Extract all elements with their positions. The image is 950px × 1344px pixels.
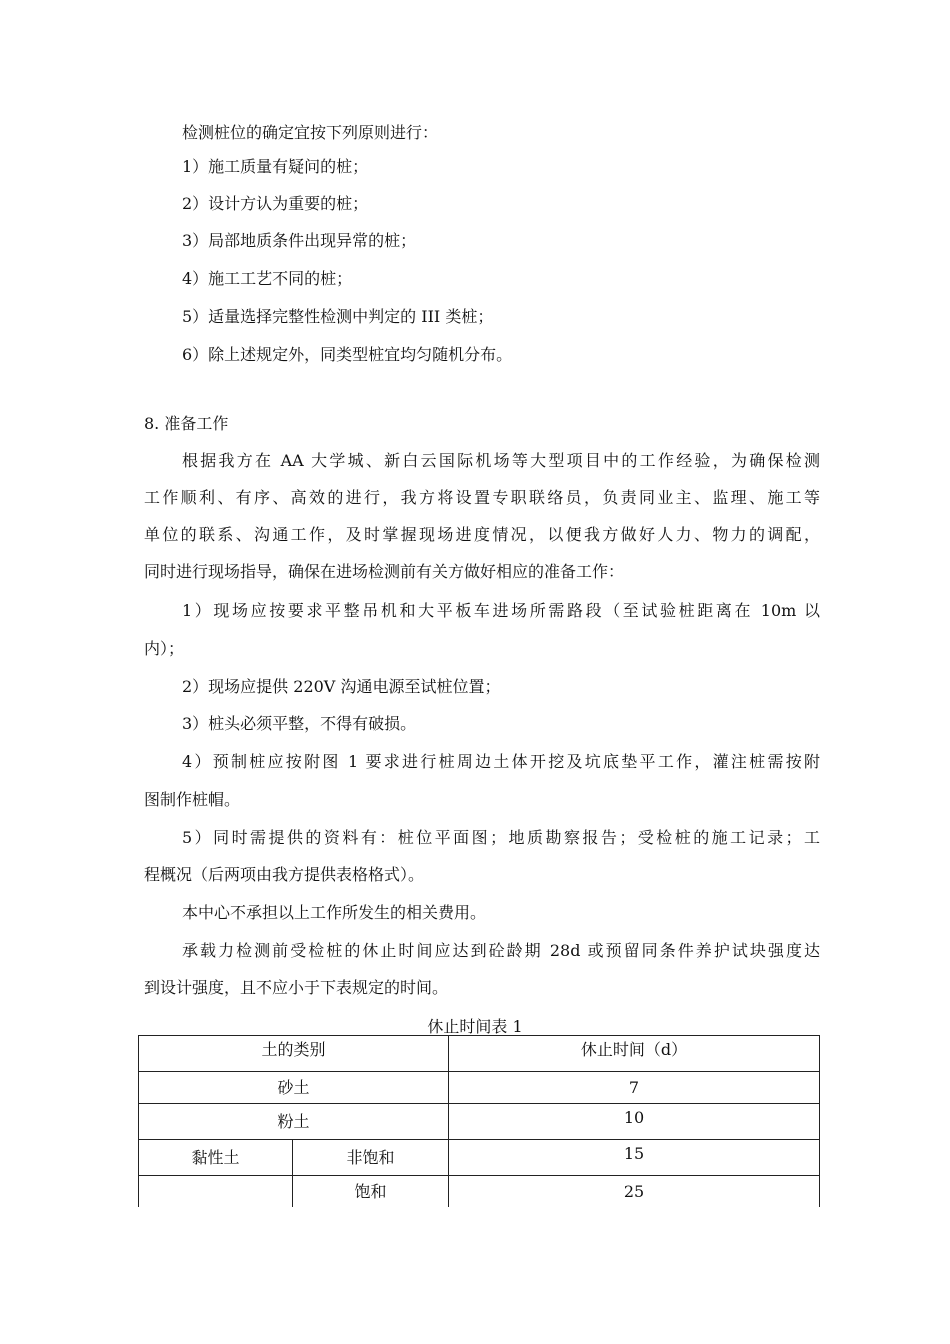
time-sand: 7: [449, 1072, 820, 1104]
header-rest-time: 休止时间（d）: [449, 1036, 820, 1072]
cost-note: 本中心不承担以上工作所发生的相关费用。: [182, 903, 487, 922]
time-silt: 10: [449, 1104, 820, 1140]
blank-cell: [139, 1176, 293, 1208]
time-clay-saturated: 25: [449, 1176, 820, 1208]
criteria-item-2: 2）设计方认为重要的桩；: [182, 194, 369, 213]
prep-item-3: 3）桩头必须平整，不得有破损。: [182, 714, 417, 733]
rest-time-table: [138, 1035, 820, 1207]
prep-item-4-line: 图制作桩帽。: [144, 790, 241, 809]
prep-item-5-line: 5）同时需提供的资料有：桩位平面图；地质勘察报告；受检桩的施工记录；工: [182, 828, 820, 847]
soil-sand: 砂土: [139, 1072, 449, 1104]
soil-clay-saturated: 饱和: [293, 1176, 449, 1208]
paragraph-line: 到设计强度，且不应小于下表规定的时间。: [144, 978, 449, 997]
prep-item-5-line: 程概况（后两项由我方提供表格格式）。: [144, 865, 425, 884]
paragraph-line: 单位的联系、沟通工作，及时掌握现场进度情况，以便我方做好人力、物力的调配，: [144, 525, 820, 544]
soil-silt: 粉土: [139, 1104, 449, 1140]
soil-clay: 黏性土: [139, 1140, 293, 1176]
criteria-item-6: 6）除上述规定外，同类型桩宜均匀随机分布。: [182, 345, 513, 364]
header-soil-type: 土的类别: [139, 1036, 449, 1072]
paragraph-line: 根据我方在 AA 大学城、新白云国际机场等大型项目中的工作经验，为确保检测: [182, 451, 820, 470]
prep-item-1-line: 1）现场应按要求平整吊机和大平板车进场所需路段（至试验桩距离在 10m 以: [182, 601, 820, 620]
criteria-item-4: 4）施工工艺不同的桩；: [182, 269, 353, 288]
prep-item-1-line: 内）；: [144, 639, 185, 658]
soil-clay-unsaturated: 非饱和: [293, 1140, 449, 1176]
criteria-item-5: 5）适量选择完整性检测中判定的 III 类桩；: [182, 307, 494, 326]
table-row: [139, 1176, 820, 1208]
table-row: [139, 1104, 820, 1140]
criteria-item-3: 3）局部地质条件出现异常的桩；: [182, 231, 417, 250]
prep-item-2: 2）现场应提供 220V 沟通电源至试桩位置；: [182, 677, 501, 696]
criteria-intro: 检测桩位的确定宜按下列原则进行：: [182, 123, 439, 142]
prep-item-4-line: 4）预制桩应按附图 1 要求进行桩周边土体开挖及坑底垫平工作，灌注桩需按附: [182, 752, 820, 771]
section-heading: 8. 准备工作: [144, 414, 229, 433]
table-row: [139, 1140, 820, 1176]
paragraph-line: 同时进行现场指导，确保在进场检测前有关方做好相应的准备工作：: [144, 562, 625, 581]
criteria-item-1: 1）施工质量有疑问的桩；: [182, 157, 369, 176]
time-clay-unsaturated: 15: [449, 1140, 820, 1176]
table-caption: 休止时间表 1: [427, 1017, 523, 1036]
table-header-row: [139, 1036, 820, 1072]
paragraph-line: 承载力检测前受检桩的休止时间应达到砼龄期 28d 或预留同条件养护试块强度达: [182, 941, 820, 960]
paragraph-line: 工作顺利、有序、高效的进行，我方将设置专职联络员，负责同业主、监理、施工等: [144, 488, 820, 507]
table-row: [139, 1072, 820, 1104]
